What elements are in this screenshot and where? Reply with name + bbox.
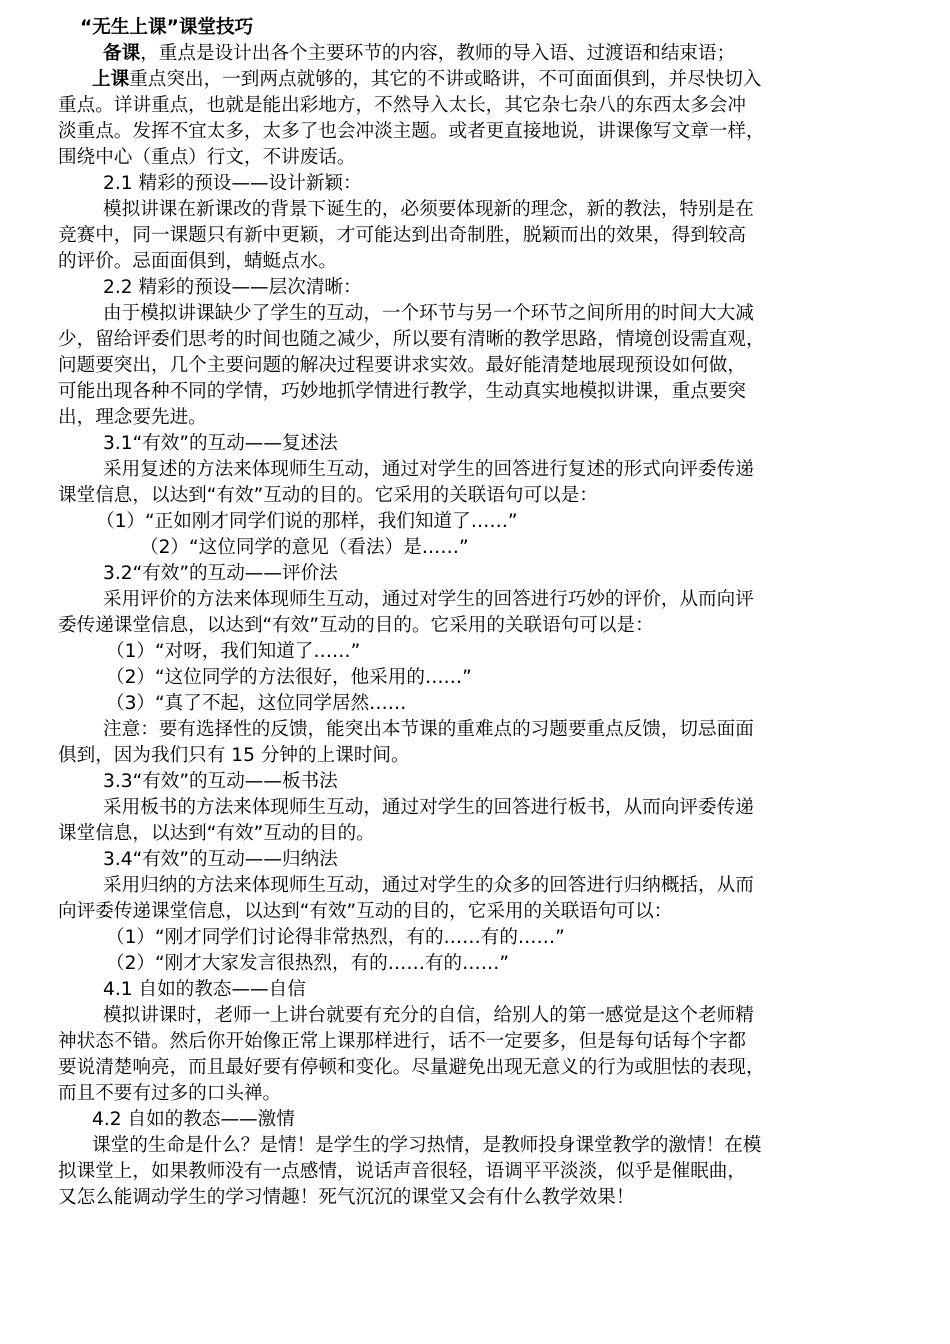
- paragraph-line: 采用归纳的方法来体现师生互动，通过对学生的众多的回答进行归纳概括，从而: [103, 875, 754, 896]
- paragraph-line: 而且不要有过多的口头禅。: [58, 1083, 282, 1104]
- list-item: （1）“刚才同学们讨论得非常热烈，有的……有的……”: [106, 927, 565, 948]
- paragraph-line: 围绕中心（重点）行文，不讲废话。: [58, 147, 356, 168]
- list-item: （2）“这位同学的方法很好，他采用的……”: [106, 667, 472, 688]
- paragraph-line: 可能出现各种不同的学情，巧妙地抓学情进行教学，生动真实地模拟讲课，重点要突: [58, 381, 746, 402]
- paragraph-line: 又怎么能调动学生的学习情趣！死气沉沉的课堂又会有什么教学效果！: [58, 1187, 635, 1208]
- section-heading: 3.2“有效”的互动——评价法: [103, 563, 338, 584]
- section-heading: 3.3“有效”的互动——板书法: [103, 771, 338, 792]
- list-item: （1）“正如刚才同学们说的那样，我们知道了……”: [96, 511, 518, 532]
- paragraph-line: 神状态不错。然后你开始像正常上课那样进行，话不一定要多，但是每句话每个字都: [58, 1031, 746, 1052]
- paragraph-line: [92, 67, 932, 93]
- section-heading: 2.1 精彩的预设——设计新颖：: [103, 173, 362, 194]
- paragraph-line: 课堂的生命是什么？是情！是学生的学习热情，是教师投身课堂教学的激情！在模: [92, 1135, 762, 1156]
- list-item: （2）“刚才大家发言很热烈，有的……有的……”: [106, 953, 509, 974]
- paragraph-line: 拟课堂上，如果教师没有一点感情，说话声音很轻，语调平平淡淡，似乎是催眠曲，: [58, 1161, 746, 1182]
- line-text: ，重点是设计出各个主要环节的内容，教师的导入语、过渡语和结束语；: [140, 43, 736, 64]
- paragraph-line: 重点。详讲重点，也就是能出彩地方，不然导入太长，其它杂七杂八的东西太多会冲: [58, 95, 746, 116]
- section-heading: 2.2 精彩的预设——层次清晰：: [103, 277, 362, 298]
- section-heading: 3.4“有效”的互动——归纳法: [103, 849, 338, 870]
- paragraph-line: 注意：要有选择性的反馈，能突出本节课的重难点的习题要重点反馈，切忌面面: [103, 719, 754, 740]
- paragraph-line: 模拟讲课在新课改的背景下诞生的，必须要体现新的理念，新的教法，特别是在: [103, 199, 754, 220]
- document-title: “无生上课”课堂技巧: [80, 17, 254, 38]
- paragraph-line: 出，理念要先进。: [58, 407, 207, 428]
- paragraph-line: 的评价。忌面面俱到，蜻蜓点水。: [58, 251, 337, 272]
- list-item: （1）“对呀，我们知道了……”: [106, 641, 361, 662]
- paragraph-line: 淡重点。发挥不宜太多，太多了也会冲淡主题。或者更直接地说，讲课像写文章一样，: [58, 121, 765, 142]
- list-item: （3）“真了不起，这位同学居然……: [106, 693, 407, 714]
- paragraph-line: 由于模拟讲课缺少了学生的互动，一个环节与另一个环节之间所用的时间大大减: [103, 303, 754, 324]
- paragraph-line: 向评委传递课堂信息，以达到“有效”互动的目的，它采用的关联语句可以：: [58, 901, 673, 922]
- paragraph-line: 少，留给评委们思考的时间也随之减少，所以要有清晰的教学思路，情境创设需直观，: [58, 329, 765, 350]
- paragraph-line: [103, 41, 943, 67]
- paragraph-line: 采用评价的方法来体现师生互动，通过对学生的回答进行巧妙的评价，从而向评: [103, 589, 754, 610]
- paragraph-line: 要说清楚响亮，而且最好要有停顿和变化。尽量避免出现无意义的行为或胆怯的表现，: [58, 1057, 765, 1078]
- paragraph-line: 模拟讲课时，老师一上讲台就要有充分的自信，给别人的第一感觉是这个老师精: [103, 1005, 754, 1026]
- paragraph-line: 课堂信息，以达到“有效”互动的目的。它采用的关联语句可以是：: [58, 485, 598, 506]
- section-heading: 3.1“有效”的互动——复述法: [103, 433, 338, 454]
- paragraph-line: 竞赛中，同一课题只有新中更颖，才可能达到出奇制胜，脱颖而出的效果，得到较高: [58, 225, 746, 246]
- paragraph-line: 俱到，因为我们只有 15 分钟的上课时间。: [58, 745, 410, 766]
- line-text: 重点突出，一到两点就够的，其它的不讲或略讲，不可面面俱到，并尽快切入: [129, 69, 762, 90]
- paragraph-line: 采用板书的方法来体现师生互动，通过对学生的回答进行板书，从而向评委传递: [103, 797, 754, 818]
- section-heading: 4.2 自如的教态——激情: [92, 1109, 295, 1130]
- list-item: （2）“这位同学的意见（看法）是……”: [140, 537, 469, 558]
- keyword-bold: 备课: [103, 43, 141, 64]
- paragraph-line: 采用复述的方法来体现师生互动，通过对学生的回答进行复述的形式向评委传递: [103, 459, 754, 480]
- paragraph-line: 问题要突出，几个主要问题的解决过程要讲求实效。最好能清楚地展现预设如何做，: [58, 355, 746, 376]
- keyword-bold: 上课: [92, 69, 130, 90]
- paragraph-line: 课堂信息，以达到“有效”互动的目的。: [58, 823, 375, 844]
- section-heading: 4.1 自如的教态——自信: [103, 979, 306, 1000]
- paragraph-line: 委传递课堂信息，以达到“有效”互动的目的。它采用的关联语句可以是：: [58, 615, 654, 636]
